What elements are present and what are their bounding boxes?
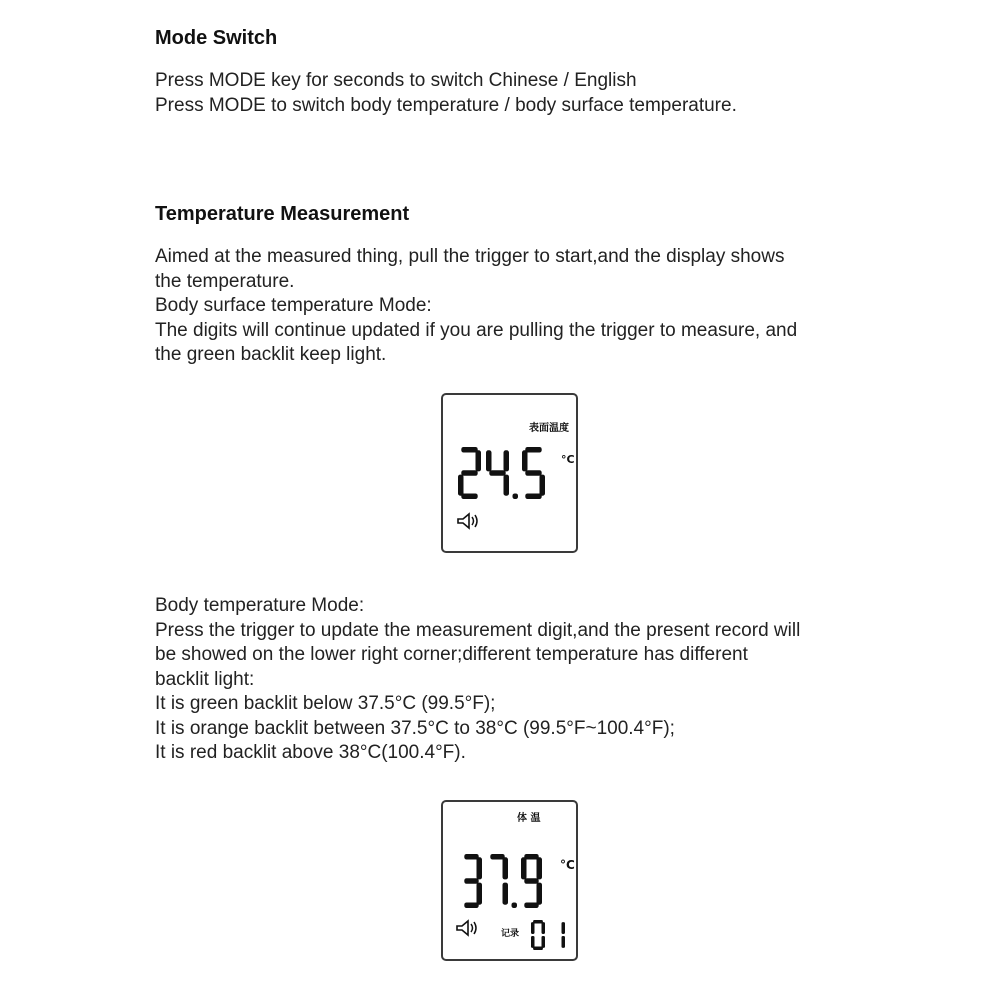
text-line: Press MODE key for seconds to switch Chinese / English (155, 70, 637, 91)
temperature-measurement-heading: Temperature Measurement (155, 203, 410, 225)
lcd-unit: °C (561, 453, 575, 466)
text-line: backlit light: (155, 668, 255, 690)
body-mode-text (155, 594, 875, 766)
measurement-intro-text (155, 245, 875, 368)
speaker-icon (443, 802, 576, 959)
text-line: It is orange backlit between 37.5°C to 38°C (99.5°F~100.4°F); (155, 717, 675, 739)
text-line: be showed on the lower right corner;different temperature has different (155, 644, 748, 665)
text-line: the temperature. (155, 270, 295, 292)
text-line: the green backlit keep light. (155, 344, 387, 365)
text-line: It is red backlit above 38°C(100.4°F). (155, 742, 466, 763)
lcd-mode-label: 体 温 (517, 813, 541, 824)
text-line: Aimed at the measured thing, pull the trigger to start,and the display shows (155, 246, 785, 267)
mode-switch-heading: Mode Switch (155, 27, 278, 49)
speaker-icon (443, 395, 576, 551)
record-label: 记录 (501, 929, 520, 939)
text-line: Body surface temperature Mode: (155, 295, 432, 316)
text-line: It is green backlit below 37.5°C (99.5°F); (155, 693, 496, 714)
lcd-display-body (441, 800, 578, 961)
lcd-unit: °C (560, 858, 575, 872)
lcd-display-surface (441, 393, 578, 553)
lcd-mode-label: 表面温度 (529, 423, 569, 434)
mode-switch-text (155, 69, 875, 118)
text-line: Press the trigger to update the measurement digit,and the present record will (155, 619, 801, 641)
text-line: Press MODE to switch body temperature / body surface temperature. (155, 94, 737, 116)
text-line: The digits will continue updated if you are pulling the trigger to measure, and (155, 319, 798, 341)
text-line: Body temperature Mode: (155, 595, 365, 616)
